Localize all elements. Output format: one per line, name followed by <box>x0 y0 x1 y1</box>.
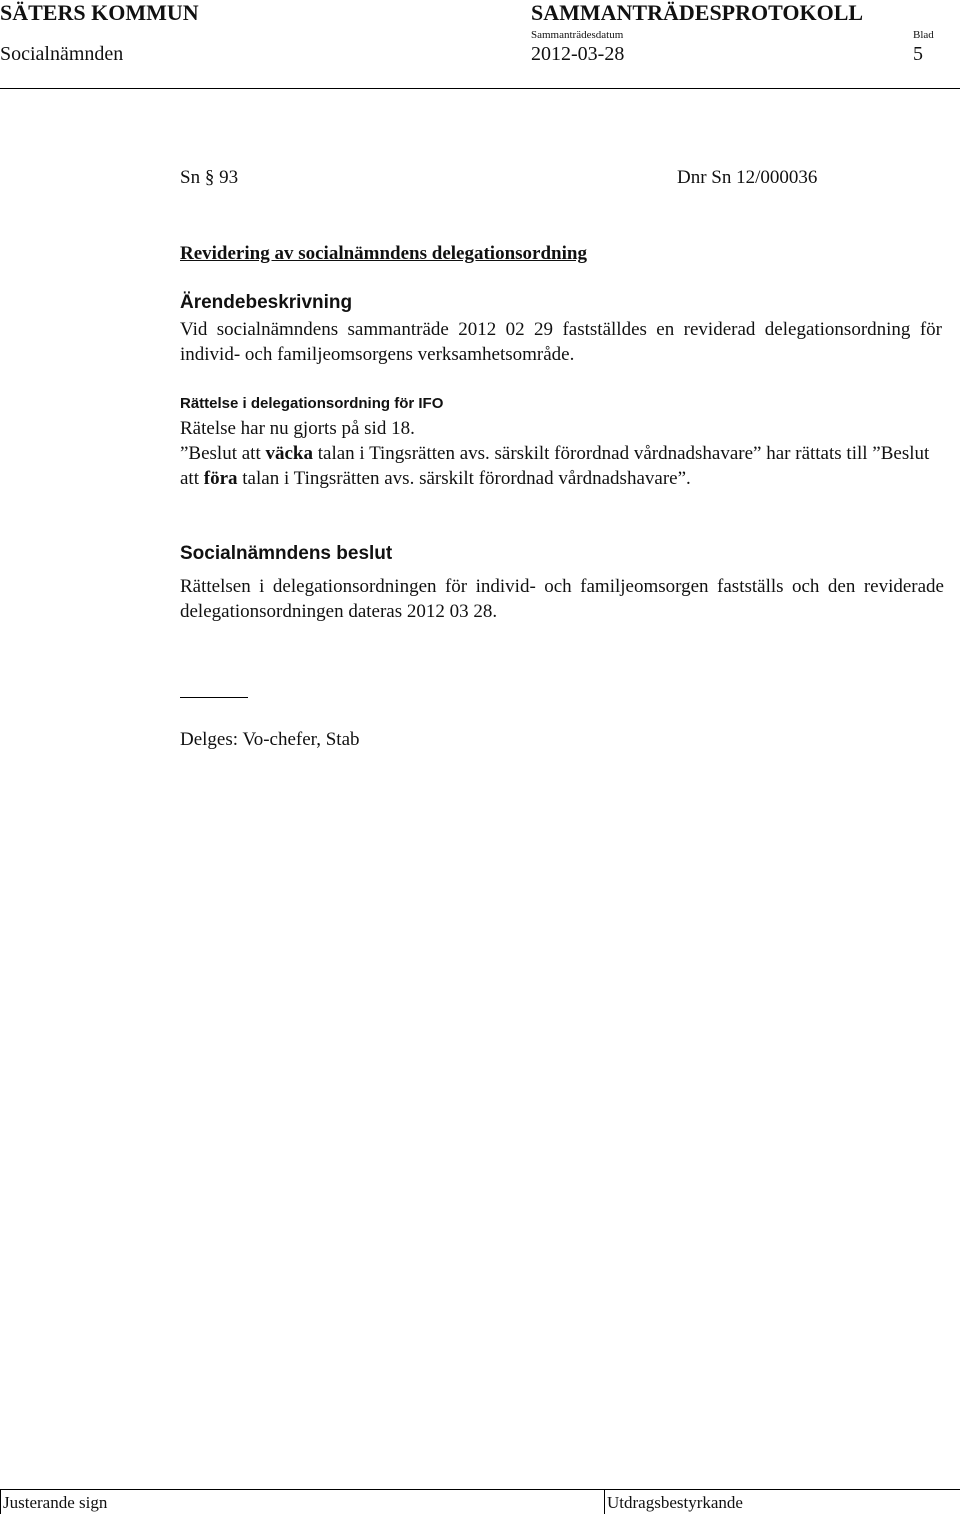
meeting-date: 2012-03-28 <box>531 43 625 65</box>
correction-line-2 <box>180 441 944 491</box>
date-label: Sammanträdesdatum <box>531 29 624 41</box>
correction-quote-start: ”Beslut att <box>180 443 266 464</box>
separator-line <box>180 697 248 698</box>
case-title: Revidering av socialnämndens delegationsordning <box>180 243 587 264</box>
municipality-name: SÄTERS KOMMUN <box>0 0 199 25</box>
description-paragraph: Vid socialnämndens sammanträde 2012 02 29 fastställdes en reviderad delegationsordning för individ- och familjeomsorgens verksamhetsområde. <box>180 319 942 365</box>
protocol-title: SAMMANTRÄDESPROTOKOLL <box>531 0 864 25</box>
page-number: 5 <box>913 43 923 65</box>
distribution-list: Delges: Vo-chefer, Stab <box>180 729 360 750</box>
description-text <box>180 317 942 367</box>
page-label: Blad <box>913 29 934 41</box>
signer-label: Justerande sign <box>3 1493 108 1512</box>
footer-divider <box>0 1489 960 1490</box>
correction-old-verb: väcka <box>265 443 313 464</box>
correction-quote-middle: talan i Tingsrätten avs. särskilt förordnad vårdnadshavare” har rättats till ”Beslut att <box>180 443 930 489</box>
correction-line-1: Rätelse har nu gjorts på sid 18. <box>180 418 415 439</box>
certified-label: Utdragsbestyrkande <box>607 1493 743 1512</box>
decision-heading: Socialnämndens beslut <box>180 543 393 564</box>
correction-new-verb: föra <box>203 468 238 489</box>
header-divider <box>0 88 960 89</box>
decision-text <box>180 574 944 624</box>
footer-mid-border <box>604 1489 605 1514</box>
description-heading: Ärendebeskrivning <box>180 292 353 313</box>
correction-quote-end: talan i Tingsrätten avs. särskilt förordnad vårdnadshavare”. <box>237 468 691 489</box>
correction-heading: Rättelse i delegationsordning för IFO <box>180 395 444 412</box>
section-number: Sn § 93 <box>180 167 239 188</box>
decision-paragraph: Rättelsen i delegationsordningen för individ- och familjeomsorgen fastställs och den reviderade delegationsordningen dateras 2012 03 28. <box>180 576 944 622</box>
case-reference: Dnr Sn 12/000036 <box>677 167 818 188</box>
footer-left-border <box>0 1489 1 1514</box>
correction-text <box>180 416 944 491</box>
committee-name: Socialnämnden <box>0 43 124 65</box>
